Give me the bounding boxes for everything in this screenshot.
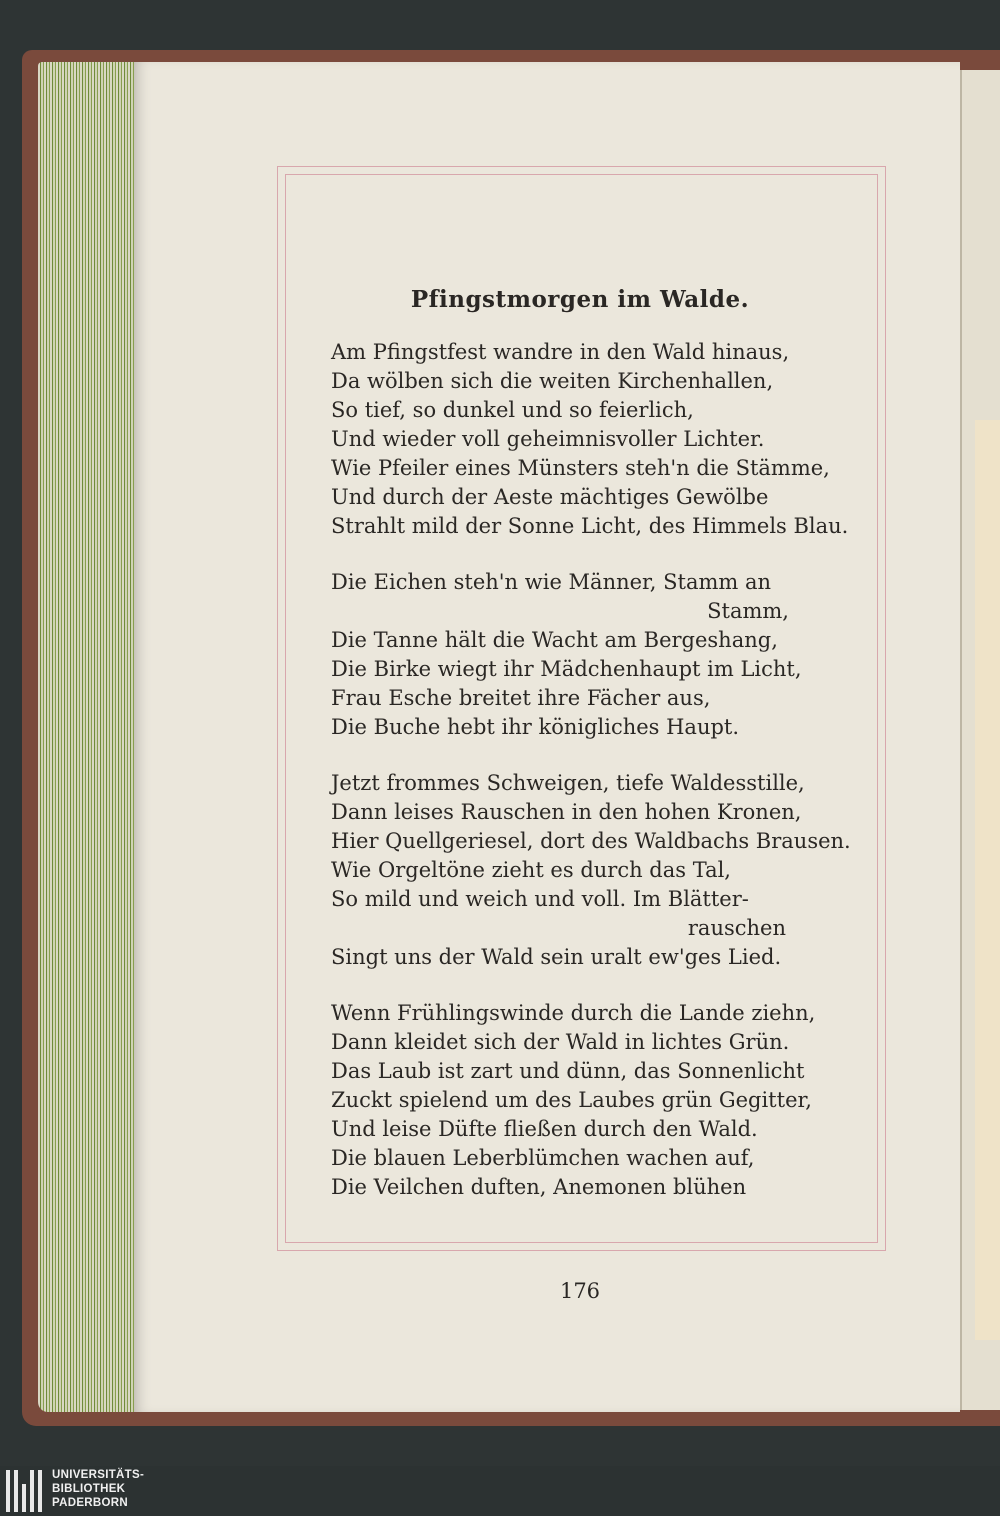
logo-line-3: PADERBORN [52,1497,128,1509]
stanza-gap [331,541,851,568]
logo-line-1: UNIVERSITÄTS- [52,1469,145,1481]
poem-line: Wenn Frühlingswinde durch die Lande ziehn, [331,1001,816,1025]
poem-line: Die Tanne hält die Wacht am Bergeshang, [331,628,778,652]
stanza-gap [331,972,851,999]
stanza-gap [331,742,851,769]
poem-title: Pfingstmorgen im Walde. [410,286,750,313]
logo-line-2: BIBLIOTHEK [52,1483,126,1495]
poem-line: Die Buche hebt ihr königliches Haupt. [331,715,740,739]
poem-line: Die Eichen steh'n wie Männer, Stamm an [331,570,772,594]
poem-line: Singt uns der Wald sein uralt ew'ges Lied. [331,945,782,969]
poem-line: rauschen [687,916,786,940]
library-logo-icon [6,1470,46,1512]
poem-line: Da wölben sich die weiten Kirchenhallen, [331,369,774,393]
poem-line: Und leise Düfte fließen durch den Wald. [331,1117,758,1141]
page-number: 176 [559,1279,601,1303]
page-edges [38,62,136,1412]
poem-line: So tief, so dunkel und so feierlich, [331,398,694,422]
poem-line: Die blauen Leberblümchen wachen auf, [331,1146,755,1170]
poem-line: Hier Quellgeriesel, dort des Waldbachs Brausen. [331,829,851,853]
poem-body [331,338,851,1202]
library-logo-text [52,1468,252,1510]
poem-line: Dann leises Rauschen in den hohen Kronen, [331,800,802,824]
poem-line: Die Birke wiegt ihr Mädchenhaupt im Licht, [331,657,802,681]
poem-line: Strahlt mild der Sonne Licht, des Himmels Blau. [331,514,849,538]
poem-line: Wie Orgeltöne zieht es durch das Tal, [331,858,731,882]
poem-line: Wie Pfeiler eines Münsters steh'n die Stämme, [331,456,830,480]
poem-line: Jetzt frommes Schweigen, tiefe Waldesstille, [331,771,805,795]
poem-line: So mild und weich und voll. Im Blätter- [331,887,749,911]
poem-line: Stamm, [707,599,789,623]
poem-line: Das Laub ist zart und dünn, das Sonnenlicht [331,1059,805,1083]
poem-line: Und durch der Aeste mächtiges Gewölbe [331,485,769,509]
next-page-tab [975,420,1000,1340]
poem-line: Dann kleidet sich der Wald in lichtes Grün. [331,1030,790,1054]
poem-line: Und wieder voll geheimnisvoller Lichter. [331,427,765,451]
poem-line: Die Veilchen duften, Anemonen blühen [331,1175,747,1199]
poem-line: Frau Esche breitet ihre Fächer aus, [331,686,711,710]
poem-line: Am Pfingstfest wandre in den Wald hinaus, [331,340,790,364]
poem-line: Zuckt spielend um des Laubes grün Gegitter, [331,1088,812,1112]
